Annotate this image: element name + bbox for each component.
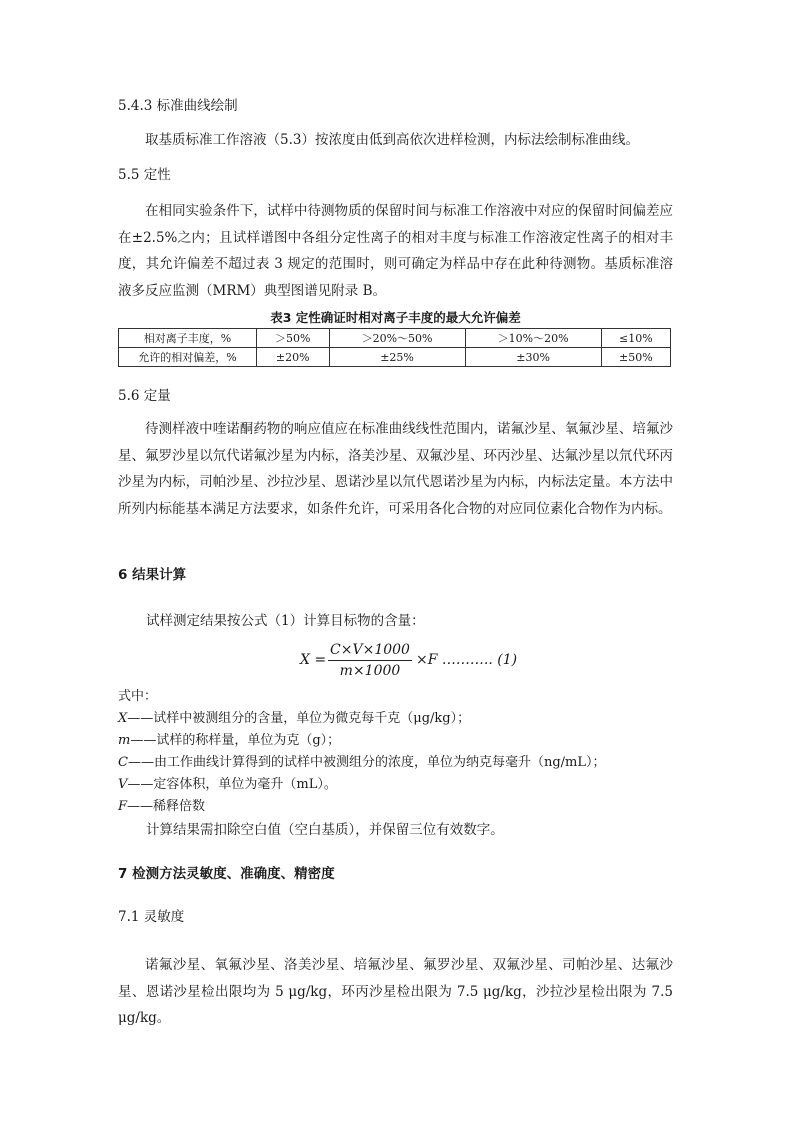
formula-denominator: m×1000 xyxy=(339,663,401,679)
def-f xyxy=(118,796,606,818)
def-text: ——试样中被测组分的含量，单位为微克每千克（μg/kg）； xyxy=(127,711,471,726)
table-cell: ±50% xyxy=(601,348,670,367)
heading-5-5: 5.5 定性 xyxy=(118,167,171,183)
formula-intro: 试样测定结果按公式（1）计算目标物的含量： xyxy=(146,613,425,629)
table-cell: ±30% xyxy=(465,348,601,367)
symbol: V xyxy=(118,777,128,792)
heading-6: 6 结果计算 xyxy=(118,567,187,583)
heading-7-1: 7.1 灵敏度 xyxy=(118,909,185,925)
def-x xyxy=(118,708,606,730)
formula-definitions xyxy=(118,686,606,818)
def-text: ——由工作曲线计算得到的试样中被测组分的浓度，单位为纳克每毫升（ng/mL）； xyxy=(127,755,606,770)
heading-7: 7 检测方法灵敏度、准确度、精密度 xyxy=(118,866,335,882)
result-note: 计算结果需扣除空白值（空白基质），并保留三位有效数字。 xyxy=(146,822,504,838)
para-5-6: 待测样液中喹诺酮药物的响应值应在标准曲线线性范围内，诺氟沙星、氧氟沙星、培氟沙星、氟罗沙星以氘代诺氟沙星为内标，洛美沙星、双氟沙星、环丙沙星、达氟沙星以氘代环丙沙星为内标，司帕沙星、沙拉沙星、恩诺沙星以氘代恩诺沙星为内标，内标法定量。本方法中所列内标能基本满足方法要求，如条件允许，可采用各化合物的对应同位素化合物作为内标。 xyxy=(118,421,673,517)
heading-5-4-3: 5.4.3 标准曲线绘制 xyxy=(118,98,238,114)
formula-rhs: ×F ……….. (1) xyxy=(416,652,518,668)
tolerance-table xyxy=(118,328,671,367)
formula-fraction xyxy=(328,640,412,681)
formula-lhs: X = xyxy=(300,652,327,668)
table-cell: ＞20%～50% xyxy=(329,329,465,348)
heading-5-6: 5.6 定量 xyxy=(118,388,171,404)
symbol: m xyxy=(118,733,131,748)
def-m xyxy=(118,730,606,752)
table-cell: ≤10% xyxy=(601,329,670,348)
table-cell: 允许的相对偏差，% xyxy=(119,348,257,367)
def-text: ——试样的称样量，单位为克（g）； xyxy=(130,733,341,748)
table-caption: 表3 定性确证时相对离子丰度的最大允许偏差 xyxy=(270,310,521,325)
symbol: F xyxy=(118,799,128,814)
def-v xyxy=(118,774,606,796)
table-row xyxy=(119,348,671,367)
formula-numerator: C×V×1000 xyxy=(330,642,410,658)
symbol: C xyxy=(118,755,128,770)
para-5-5: 在相同实验条件下，试样中待测物质的保留时间与标准工作溶液中对应的保留时间偏差应在±2.5%之内；且试样谱图中各组分定性离子的相对丰度与标准工作溶液定性离子的相对丰度，其允许偏差不超过表 3 规定的范围时，则可确定为样品中存在此种待测物。基质标准溶液多反应监测（MRM）典型图谱见附录 B。 xyxy=(118,203,673,299)
table-row xyxy=(119,329,671,348)
def-text: ——稀释倍数 xyxy=(127,799,206,814)
table-cell: ±20% xyxy=(257,348,330,367)
para-5-4-3: 取基质标准工作溶液（5.3）按浓度由低到高依次进样检测，内标法绘制标准曲线。 xyxy=(145,132,639,148)
where-label: 式中： xyxy=(118,689,158,704)
table-cell: ＞10%～20% xyxy=(465,329,601,348)
table-cell: ＞50% xyxy=(257,329,330,348)
table-cell: 相对离子丰度，% xyxy=(119,329,257,348)
def-text: ——定容体积，单位为毫升（mL）。 xyxy=(127,777,337,792)
symbol: X xyxy=(118,711,128,726)
formula-1 xyxy=(300,640,540,684)
para-7-1: 诺氟沙星、氧氟沙星、洛美沙星、培氟沙星、氟罗沙星、双氟沙星、司帕沙星、达氟沙星、恩诺沙星检出限均为 5 μg/kg，环丙沙星检出限为 7.5 μg/kg，沙拉沙星检出限为 7.5 μg/kg。 xyxy=(118,957,673,1026)
def-c xyxy=(118,752,606,774)
table-cell: ±25% xyxy=(329,348,465,367)
